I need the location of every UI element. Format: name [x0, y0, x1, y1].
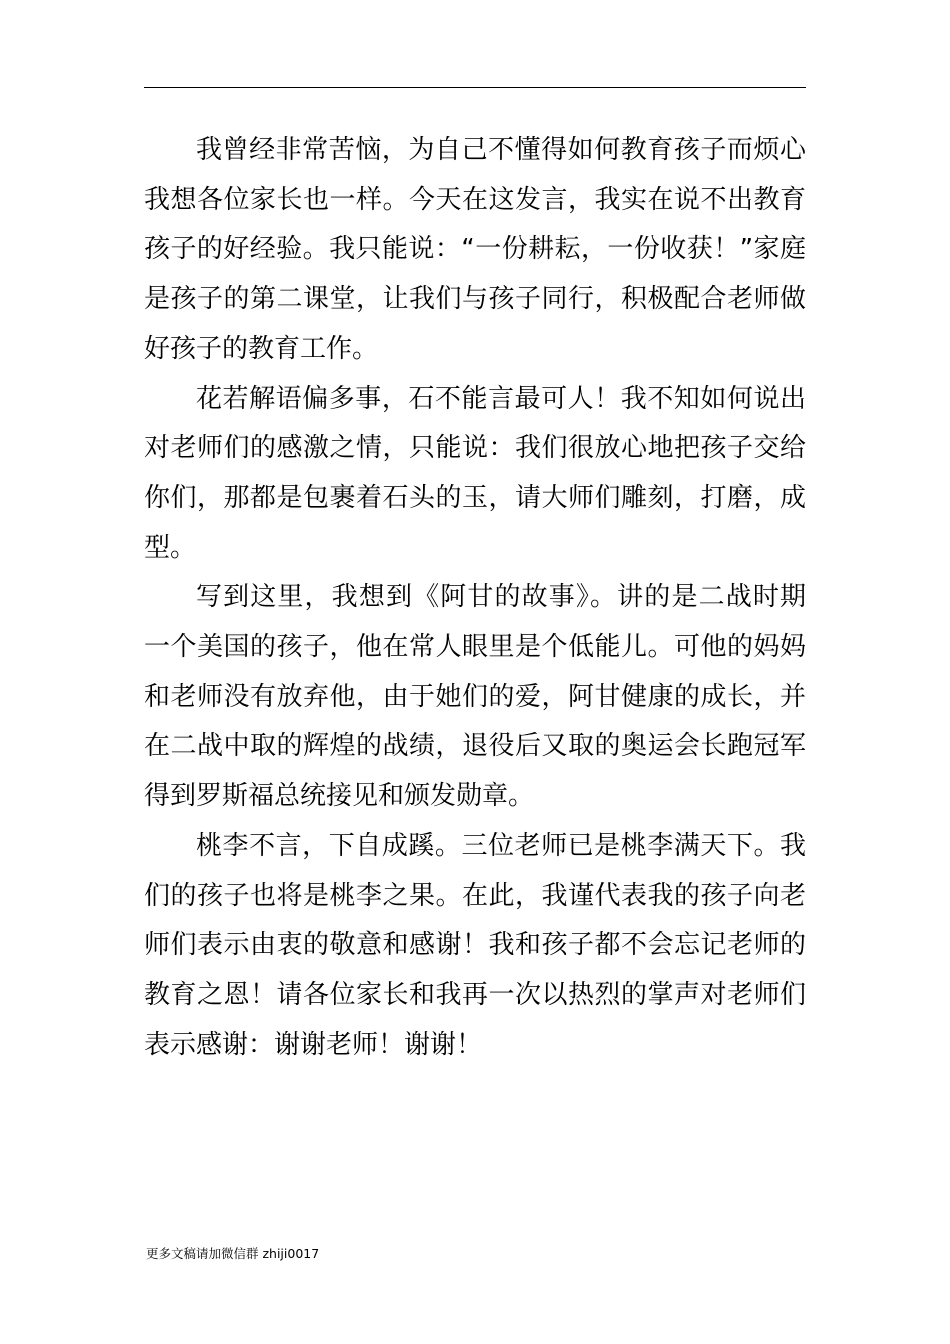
paragraph-2: 花若解语偏多事，石不能言最可人！我不知如何说出对老师们的感激之情，只能说：我们很放心地把孩子交给你们，那都是包裹着石头的玉，请大师们雕刻，打磨，成型。 [144, 383, 806, 563]
document-body [144, 126, 806, 1070]
paragraph-1: 我曾经非常苦恼，为自己不懂得如何教育孩子而烦心我想各位家长也一样。今天在这发言，我实在说不出教育孩子的好经验。我只能说：“一份耕耘，一份收获！”家庭是孩子的第二课堂，让我们与孩子同行，积极配合老师做好孩子的教育工作。 [144, 135, 806, 364]
paragraph-4: 桃李不言，下自成蹊。三位老师已是桃李满天下。我们的孩子也将是桃李之果。在此，我谨代表我的孩子向老师们表示由衷的敬意和感谢！我和孩子都不会忘记老师的教育之恩！请各位家长和我再一次以热烈的掌声对老师们表示感谢：谢谢老师！谢谢！ [144, 830, 806, 1060]
header-rule [144, 87, 806, 88]
footer-note: 更多文稿请加微信群 zhiji0017 [146, 1246, 320, 1261]
paragraph-3: 写到这里，我想到《阿甘的故事》。讲的是二战时期一个美国的孩子，他在常人眼里是个低能儿。可他的妈妈和老师没有放弃他，由于她们的爱，阿甘健康的成长，并在二战中取的辉煌的战绩，退役后又取的奥运会长跑冠军得到罗斯福总统接见和颁发勋章。 [144, 582, 806, 812]
